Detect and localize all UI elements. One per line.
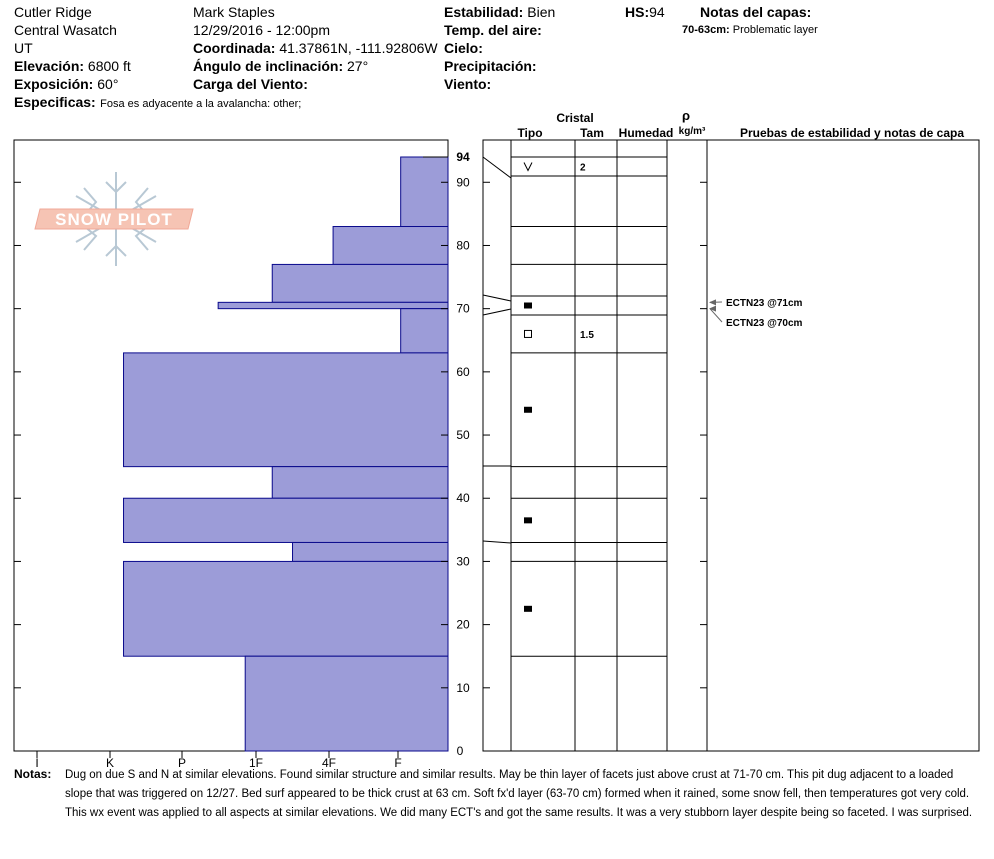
crystal-rounded-icon (524, 407, 532, 413)
aspect-label: Exposición: (14, 76, 94, 92)
observer-name: Mark Staples (193, 4, 275, 20)
layer-note-text: Problematic layer (732, 24, 818, 36)
stability-value: Bien (527, 4, 556, 20)
notes-text: Dug on due S and N at similar elevations. Found similar structure and similar results. May be thin layer of facets just above crust at 71-70 cm. This pit dug adjacent to a loaded slope that was triggered on 12/27. Bed surf appeared to be thick crust at 63 cm. Soft fx'd layer (63-70 cm) formed when it rained, some snow fell, then temperatures got very cold. This wx event was applied to all aspects at similar elevations. We did many ECT's and got the same results. It was a very stubborn layer despite being so faceted. I was surprised. (65, 769, 973, 819)
layer-connector (483, 309, 511, 315)
coordinate-value: 41.37861N, -111.92806W (279, 40, 438, 56)
crystal-depth-hoar-icon (524, 162, 532, 170)
hardness-tick-label: P (177, 756, 187, 770)
hs-label: HS: (625, 4, 650, 20)
hardness-bar-5 (124, 353, 448, 467)
hardness-bar-3 (218, 302, 448, 308)
hardness-bar-6 (272, 467, 448, 499)
stability-label: Estabilidad: (444, 4, 524, 20)
hs-tick-label: 94 (456, 150, 470, 164)
hardness-tick-label: K (105, 756, 115, 770)
layer-connector (483, 541, 511, 543)
aspect-value: 60° (97, 76, 119, 92)
specifics-label: Especificas: (14, 94, 96, 110)
elevation-label: Elevación: (14, 58, 85, 74)
height-tick-label: 50 (456, 428, 470, 443)
height-tick-label: 60 (456, 364, 470, 379)
cristal-header: Cristal (556, 111, 594, 125)
wind-load-label: Carga del Viento: (193, 76, 308, 92)
hardness-bar-4 (401, 309, 448, 353)
crystal-symbols (524, 162, 594, 611)
precip-label: Precipitación: (444, 58, 537, 74)
crystal-rounded-icon (524, 517, 532, 523)
notes-label: Notas: (14, 767, 52, 781)
layer-connector (483, 295, 511, 301)
crystal-size: 2 (580, 162, 586, 174)
hardness-tick-label: I (35, 756, 39, 770)
location-name: Cutler Ridge (14, 4, 92, 20)
hardness-bar-7 (124, 498, 448, 542)
test-label: ECTN23 @71cm (726, 298, 803, 309)
height-tick-label: 40 (456, 491, 470, 506)
state-name: UT (14, 40, 33, 56)
tests-header: Pruebas de estabilidad y notas de capa (739, 126, 965, 140)
tipo-header: Tipo (517, 126, 543, 140)
crystal-rounded-icon (524, 303, 532, 309)
density-unit-header: kg/m³ (678, 126, 706, 137)
height-tick-label: 10 (456, 680, 470, 695)
layer-connector (483, 157, 511, 178)
test-arrow-head (709, 299, 716, 305)
tam-header: Tam (580, 126, 604, 140)
crystal-facet-icon (525, 330, 532, 337)
logo-text: SNOW PILOT (55, 210, 173, 229)
layer-notes-label: Notas del capas: (700, 4, 812, 20)
range-name: Central Wasatch (14, 22, 117, 38)
layer-table-frame (483, 140, 979, 751)
zero-tick-label: 0 (456, 744, 464, 758)
coordinate-label: Coordinada: (193, 40, 276, 56)
hardness-bar-1 (333, 227, 448, 265)
hardness-bar-2 (272, 264, 448, 302)
hardness-bar-8 (293, 542, 448, 561)
crystal-size: 1.5 (580, 329, 594, 341)
height-tick-label: 20 (456, 617, 470, 632)
hardness-bar-0 (401, 157, 448, 227)
test-label: ECTN23 @70cm (726, 318, 803, 329)
humedad-header: Humedad (618, 126, 674, 140)
hardness-bar-10 (245, 656, 448, 751)
elevation-value: 6800 ft (87, 58, 131, 74)
height-tick-label: 90 (456, 175, 470, 190)
layer-note-range: 70-63cm: (682, 24, 730, 36)
slope-value: 27° (347, 58, 369, 74)
stability-tests (709, 298, 803, 329)
height-tick-label: 30 (456, 554, 470, 569)
height-tick-label: 80 (456, 238, 470, 253)
hardness-tick-label: 1F (248, 756, 264, 770)
hardness-tick-label: F (394, 756, 402, 770)
slope-label: Ángulo de inclinación: (193, 58, 344, 74)
hardness-tick-label: 4F (321, 756, 337, 770)
hardness-bars (124, 157, 448, 751)
hardness-bar-9 (124, 561, 448, 656)
air-temp-label: Temp. del aire: (444, 22, 542, 38)
crystal-rounded-icon (524, 606, 532, 612)
hs-value: 94 (649, 4, 665, 20)
rho-header: ρ (681, 108, 691, 123)
sky-label: Cielo: (444, 40, 483, 56)
height-tick-label: 70 (456, 301, 470, 316)
specifics-value: Fosa es adyacente a la avalancha: other; (100, 98, 302, 110)
wind-label: Viento: (444, 76, 492, 92)
datetime: 12/29/2016 - 12:00pm (193, 22, 330, 38)
snowpilot-logo (35, 209, 193, 229)
